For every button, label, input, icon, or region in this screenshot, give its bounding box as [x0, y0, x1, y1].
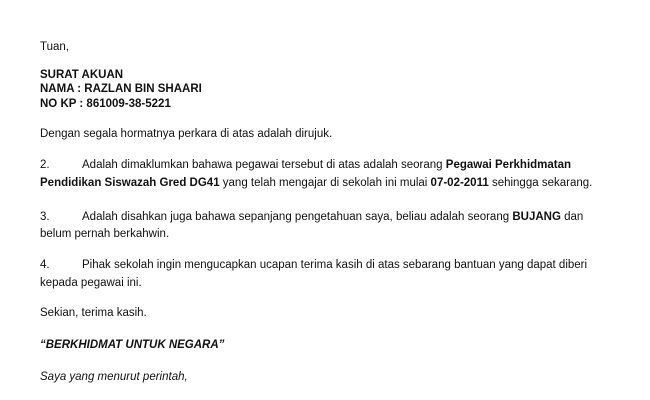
paragraph-2-bold-post: Pegawai Perkhidmatan [445, 159, 572, 171]
closing-line: Sekian, terima kasih. [40, 307, 147, 319]
salutation: Tuan, [40, 41, 69, 53]
paragraph-2-text-3: sehingga sekarang. [488, 177, 593, 189]
paragraph-2-bold-date: 07-02-2011 [430, 177, 489, 189]
sign-off: Saya yang menurut perintah, [40, 371, 188, 383]
paragraph-4-number: 4. [40, 259, 50, 271]
paragraph-3-bold-status: BUJANG [512, 211, 561, 223]
name-line: NAMA : RAZLAN BIN SHAARI [40, 83, 202, 95]
paragraph-2-text: Adalah dimaklumkan bahawa pegawai tersebut di atas adalah seorang [82, 159, 446, 171]
paragraph-3-line-2: belum pernah berkahwin. [40, 228, 170, 240]
paragraph-3-text: Adalah disahkan juga bahawa sepanjang pengetahuan saya, beliau adalah seorang [82, 211, 513, 223]
paragraph-4-line-1 [40, 258, 587, 272]
paragraph-3-number: 3. [40, 211, 50, 223]
paragraph-2-text-2: yang telah mengajar di sekolah ini mulai [219, 177, 431, 189]
paragraph-2-bold-grade: Pendidikan Siswazah Gred DG41 [40, 177, 220, 189]
paragraph-2-number: 2. [40, 159, 50, 171]
paragraph-2-line-1 [40, 158, 571, 172]
letter-title: SURAT AKUAN [40, 69, 124, 81]
paragraph-3-line-1 [40, 210, 583, 224]
letter-page [40, 0, 640, 400]
paragraph-4-text: Pihak sekolah ingin mengucapkan ucapan terima kasih di atas sebarang bantuan yang dapat diberi [82, 259, 588, 271]
intro-paragraph: Dengan segala hormatnya perkara di atas adalah dirujuk. [40, 128, 333, 140]
motto: “BERKHIDMAT UNTUK NEGARA” [40, 339, 225, 351]
id-line: NO KP : 861009-38-5221 [40, 98, 171, 110]
paragraph-2-line-2 [40, 176, 592, 190]
paragraph-4-line-2: kepada pegawai ini. [40, 277, 142, 289]
paragraph-3-text-2: dan [560, 211, 584, 223]
